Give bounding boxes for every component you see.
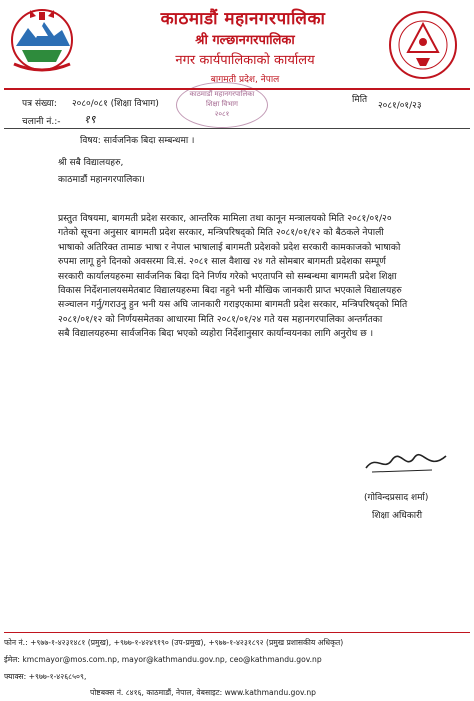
office-address: बागमती प्रदेश, नेपाल [210, 75, 280, 85]
meta-divider [4, 128, 470, 129]
body-line: सरकारी कार्यालयहरुमा सार्वजनिक बिदा दिने निर्णय गरेको भएतापनि सो सम्बन्धमा बागमती प्रदेश शिक्षा [58, 270, 397, 282]
recipient-line-1: श्री सबै विद्यालयहरु, [58, 158, 124, 168]
footer-postbox: पोष्टबक्स नं. ८४१६, काठमाडौं, नेपाल, वेबसाइट: www.kathmandu.gov.np [90, 688, 316, 697]
stamp-line-1: काठमाडौं महानगरपालिका [189, 90, 255, 98]
stamp-line-2: शिक्षा विभाग [205, 100, 238, 108]
date-value: २०८१/०१/२३ [378, 101, 422, 111]
fax-label: फ्याक्स: [4, 672, 27, 681]
email-label: ईमेल: [4, 655, 20, 664]
date-label: मिति [352, 95, 368, 105]
dispatch-value: १९ [84, 113, 96, 126]
phone-text: +९७७-१-४२३१४८१ (प्रमुख), +९७७-१-४२४९१९० (उप-प्रमुख), +९७७-१-४२३१८९२ (प्रमुख प्रशासकीय अधिकृत) [30, 638, 344, 647]
subject-line: विषय: सार्वजनिक बिदा सम्बन्धमा । [80, 136, 195, 146]
metropolitan-seal-logo [386, 8, 460, 82]
body-line: रुपमा लागू हुने दिनको अवसरमा वि.सं. २०८१ साल वैशाख २४ गते सोमबार बागमती प्रदेशका सम्पूर्ण [58, 256, 386, 268]
footer-fax [4, 672, 86, 682]
fax-text: +९७७-१-४२६८५०९, [28, 672, 87, 681]
footer-email [4, 655, 322, 665]
stamp-line-3: २०८१ [214, 110, 230, 118]
dispatch-label: चलानी नं.:- [22, 117, 61, 127]
phone-label: फोन नं.: [4, 638, 28, 647]
signatory-title: शिक्षा अधिकारी [372, 511, 423, 521]
footer-phone [4, 638, 343, 648]
letter-body [58, 212, 430, 342]
header-divider [4, 88, 470, 90]
body-line: भाषाको अतिरिक्त तामाङ भाषा र नेपाल भाषालाई बागमती प्रदेशको प्रदेश सरकारी कामकाजको भाषाको [58, 241, 401, 253]
body-line: प्रस्तुत विषयमा, बागमती प्रदेश सरकार, आन्तरिक मामिला तथा कानून मन्त्रालयको मिति २०८१/०१/२० [58, 213, 392, 224]
footer-divider [4, 632, 470, 633]
body-line: सञ्चालन गर्नु/गराउनु हुन भनी यस अघि जानकारी गराइएकामा बागमती प्रदेश सरकार, मन्त्रिपरिषद्को मिति [58, 299, 408, 311]
reference-label: पत्र संख्या: [22, 99, 57, 109]
municipality-title: काठमाडौं महानगरपालिका [160, 9, 326, 29]
body-line: विकास निर्देशनालयसमेतबाट विद्यालयहरुमा बिदा नहुने भनी मौखिक जानकारी प्राप्त भएकाले विद्यालयहरु [58, 285, 402, 297]
handwritten-signature [362, 450, 450, 476]
nepal-emblem-logo [6, 6, 78, 76]
office-name: नगर कार्यपालिकाको कार्यालय [175, 53, 315, 68]
reference-value: २०८०/०८१ (शिक्षा विभाग) [72, 99, 159, 109]
body-line: २०८१/०१/१२ को निर्णयसमेतका आधारमा मिति २०८१/०१/२४ गते यस महानगरपालिका अन्तर्गतका [58, 313, 383, 325]
body-line: सबै विद्यालयहरुमा सार्वजनिक बिदा भएको व्यहोरा निर्देशानुसार कार्यान्वयनका लागि अनुरोध छ । [58, 328, 374, 340]
body-line: गतेको सूचना अनुसार बागमती प्रदेश सरकार, मन्त्रिपरिषद्को मिति २०८१/०१/१२ को बैठकले नेपाली [58, 227, 384, 239]
signatory-name: (गोविन्दप्रसाद शर्मा) [364, 493, 429, 503]
municipality-subtitle: श्री गल्छानगरपालिका [195, 33, 295, 48]
email-text: kmcmayor@mos.com.np, mayor@kathmandu.gov.np, ceo@kathmandu.gov.np [22, 655, 322, 664]
recipient-line-2: काठमाडौं महानगरपालिका। [58, 175, 145, 185]
